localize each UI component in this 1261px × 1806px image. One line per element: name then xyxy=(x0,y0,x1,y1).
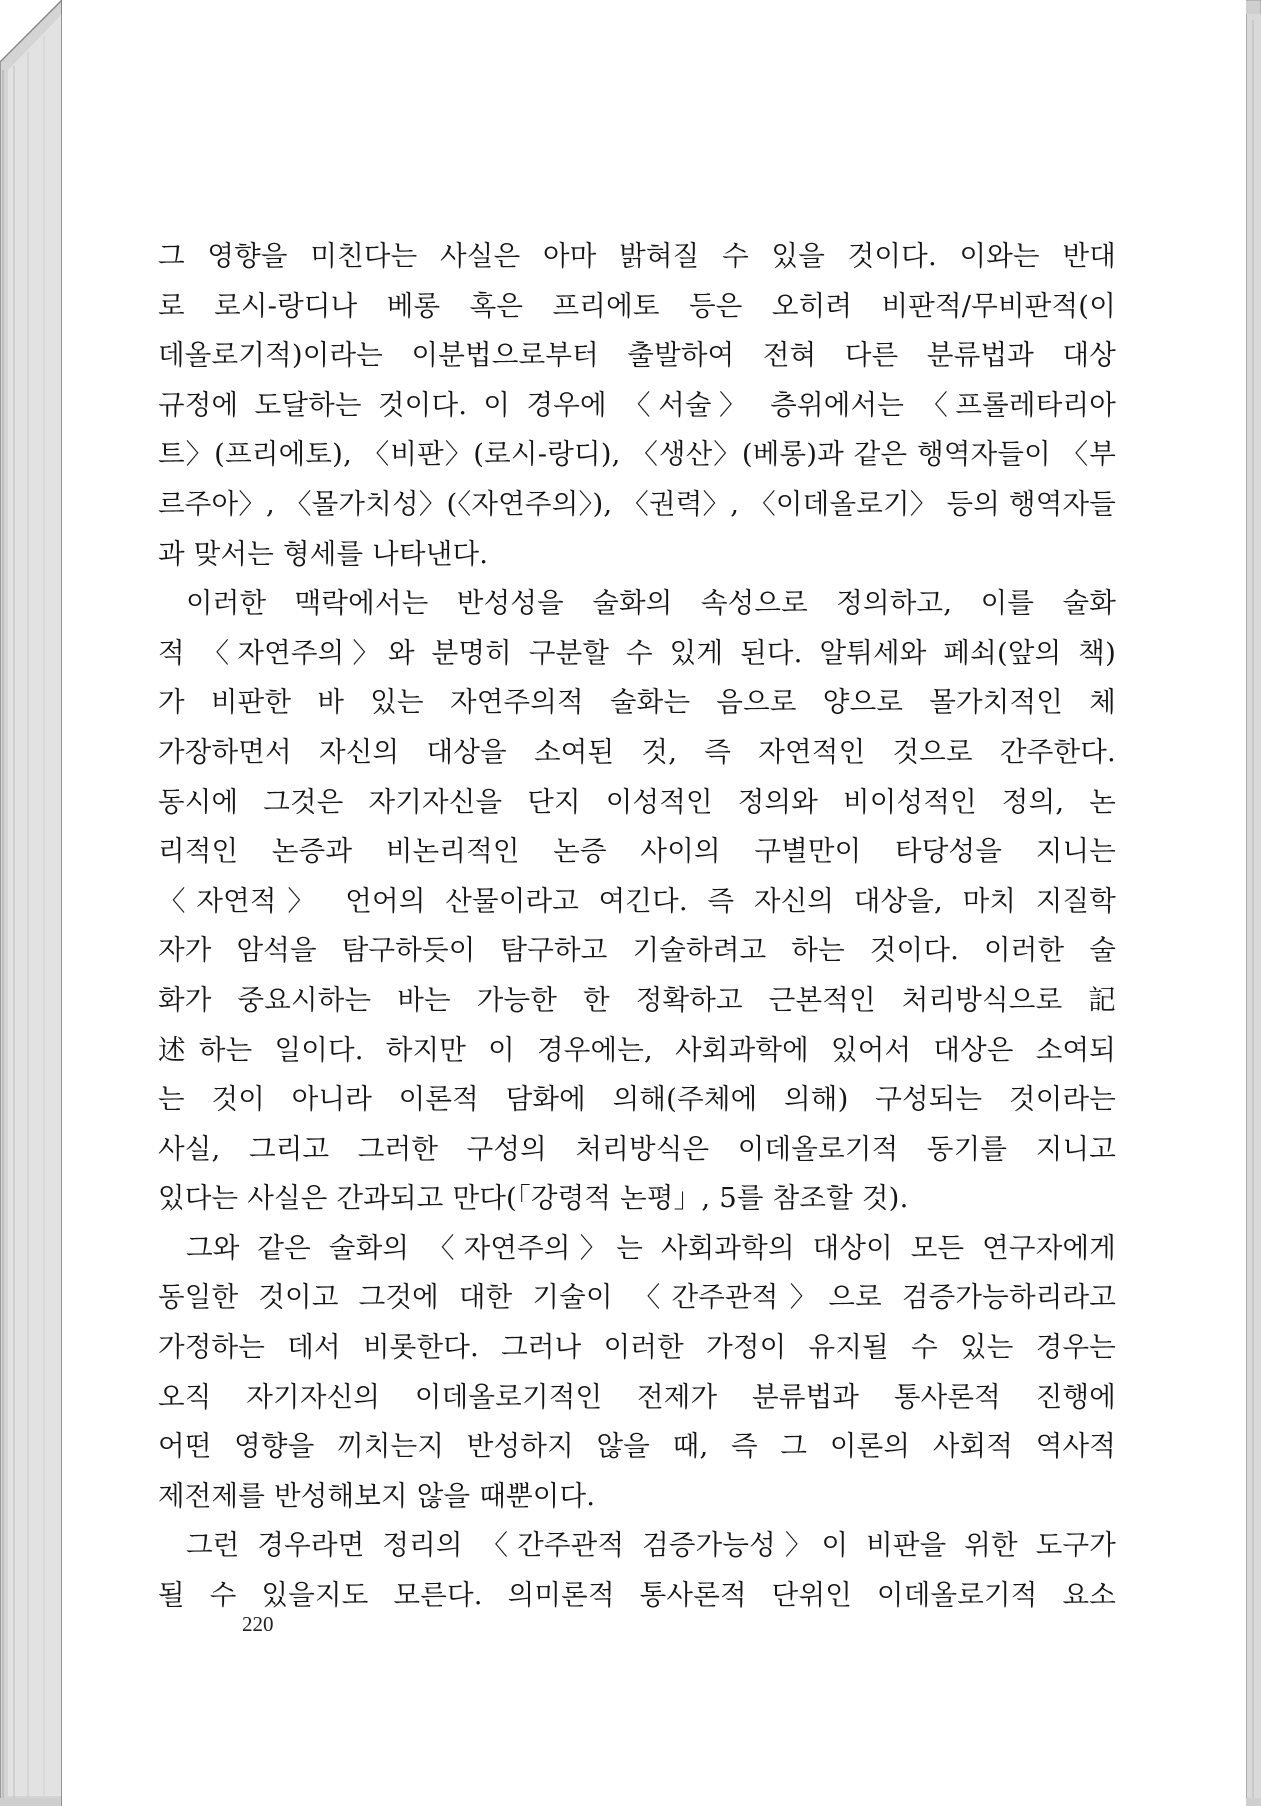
body-text xyxy=(158,232,1116,1621)
text-line: 는 것이 아니라 이론적 담화에 의해(주체에 의해) 구성되는 것이라는 xyxy=(158,1083,1116,1116)
text-line: 과 맞서는 형세를 나타낸다. xyxy=(158,537,489,570)
text-line: 가 비판한 바 있는 자연주의적 술화는 음으로 양으로 몰가치적인 체 xyxy=(158,686,1116,719)
text-line: 그런 경우라면 정리의 〈간주관적 검증가능성〉이 비판을 위한 도구가 xyxy=(186,1529,1116,1562)
text-line: 어떤 영향을 끼치는지 반성하지 않을 때, 즉 그 이론의 사회적 역사적 xyxy=(158,1430,1116,1463)
text-line: 이러한 맥락에서는 반성성을 술화의 속성으로 정의하고, 이를 술화 xyxy=(186,587,1116,620)
text-line: 述하는 일이다. 하지만 이 경우에는, 사회과학에 있어서 대상은 소여되 xyxy=(158,1033,1116,1066)
text-line: 데올로기적)이라는 이분법으로부터 출발하여 전혀 다른 분류법과 대상 xyxy=(158,339,1116,372)
text-line: 자가 암석을 탐구하듯이 탐구하고 기술하려고 하는 것이다. 이러한 술 xyxy=(158,934,1116,967)
text-line: 르주아〉, 〈몰가치성〉(〈자연주의〉), 〈권력〉, 〈이데올로기〉 등의 행역자들 xyxy=(158,487,1116,520)
text-line: 동시에 그것은 자기자신을 단지 이성적인 정의와 비이성적인 정의, 논 xyxy=(158,785,1116,818)
text-line: 가정하는 데서 비롯한다. 그러나 이러한 가정이 유지될 수 있는 경우는 xyxy=(158,1331,1116,1364)
text-line: 가장하면서 자신의 대상을 소여된 것, 즉 자연적인 것으로 간주한다. xyxy=(158,735,1116,768)
text-line: 〈자연적〉 언어의 산물이라고 여긴다. 즉 자신의 대상을, 마치 지질학 xyxy=(158,884,1116,917)
text-line: 있다는 사실은 간과되고 만다(「강령적 논평」, 5를 참조할 것). xyxy=(158,1182,909,1215)
text-line: 될 수 있을지도 모른다. 의미론적 통사론적 단위인 이데올로기적 요소 xyxy=(158,1579,1116,1612)
text-line: 적 〈자연주의〉와 분명히 구분할 수 있게 된다. 알튀세와 페쇠(앞의 책) xyxy=(158,636,1116,669)
text-line: 그와 같은 술화의 〈자연주의〉는 사회과학의 대상이 모든 연구자에게 xyxy=(186,1231,1116,1264)
text-line: 그 영향을 미친다는 사실은 아마 밝혀질 수 있을 것이다. 이와는 반대 xyxy=(158,240,1116,272)
text-line: 오직 자기자신의 이데올로기적인 전제가 분류법과 통사론적 진행에 xyxy=(158,1380,1116,1413)
text-line: 화가 중요시하는 바는 가능한 한 정확하고 근본적인 처리방식으로 記 xyxy=(158,983,1116,1016)
text-line: 동일한 것이고 그것에 대한 기술이 〈간주관적〉으로 검증가능하리라고 xyxy=(158,1281,1116,1314)
text-line: 트〉(프리에토), 〈비판〉(로시-랑디), 〈생산〉(베롱)과 같은 행역자들이 〈부 xyxy=(158,438,1116,471)
text-line: 규정에 도달하는 것이다. 이 경우에 〈서술〉 층위에서는 〈프롤레타리아 xyxy=(158,388,1116,421)
text-line: 사실, 그리고 그러한 구성의 처리방식은 이데올로기적 동기를 지니고 xyxy=(158,1132,1116,1165)
page-number: 220 xyxy=(242,1612,274,1636)
text-line: 리적인 논증과 비논리적인 논증 사이의 구별만이 타당성을 지니는 xyxy=(158,835,1116,868)
text-line: 제전제를 반성해보지 않을 때뿐이다. xyxy=(158,1479,596,1512)
text-line: 로 로시-랑디나 베롱 혹은 프리에토 등은 오히려 비판적/무비판적(이 xyxy=(158,289,1116,322)
